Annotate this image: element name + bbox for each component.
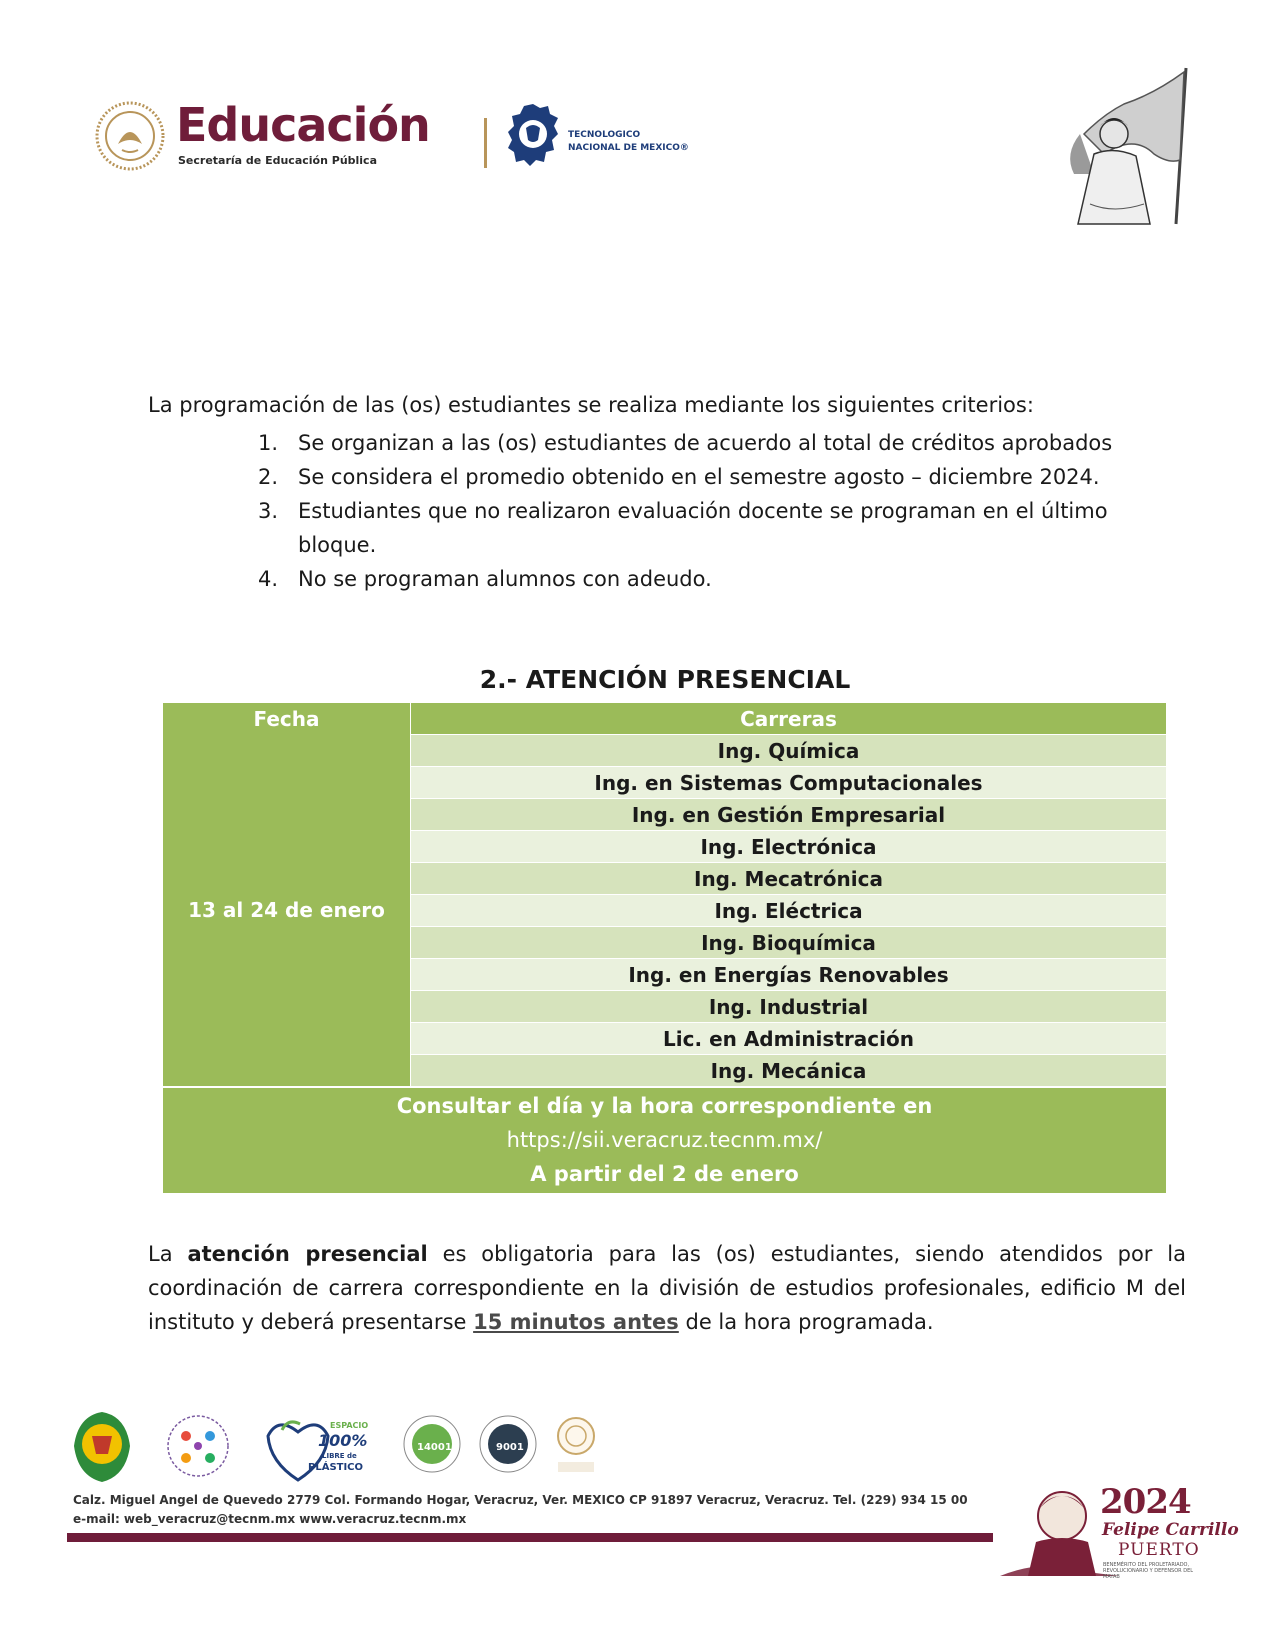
date-cell: 13 al 24 de enero bbox=[163, 734, 411, 1086]
table-body bbox=[163, 734, 1166, 1086]
criteria-list bbox=[252, 426, 1186, 596]
year-honoree-subtitle: BENEMÉRITO DEL PROLETARIADO, REVOLUCIONARIO Y DEFENSOR DEL MAYAB bbox=[1103, 1562, 1194, 1580]
woman-with-flag-illustration-icon bbox=[1044, 64, 1202, 228]
closing-text-1: La bbox=[148, 1242, 188, 1266]
table-header bbox=[163, 703, 1166, 734]
closing-underline: 15 minutos antes bbox=[473, 1310, 679, 1334]
year-honoree-last: PUERTO bbox=[1118, 1540, 1200, 1560]
career-row: Ing. Mecánica bbox=[411, 1054, 1166, 1086]
footer-contact: e-mail: web_veracruz@tecnm.mx www.veracruz.tecnm.mx bbox=[73, 1512, 467, 1526]
iso-9001-icon bbox=[480, 1416, 536, 1472]
footer-address: Calz. Miguel Angel de Quevedo 2779 Col. Formando Hogar, Veracruz, Ver. MEXICO CP 91897 Veracruz, Veracruz. Tel. (229) 934 15 00 bbox=[73, 1493, 968, 1507]
sii-link[interactable]: https://sii.veracruz.tecnm.mx/ bbox=[506, 1128, 823, 1152]
footer-address-block bbox=[73, 1491, 968, 1529]
section-title: 2.- ATENCIÓN PRESENCIAL bbox=[479, 665, 851, 694]
closing-bold: atención presencial bbox=[187, 1242, 428, 1266]
education-title: Educación bbox=[176, 98, 430, 152]
tecnm-line-2: NACIONAL DE MEXICO® bbox=[568, 143, 689, 153]
footer-bar bbox=[67, 1533, 993, 1542]
consult-text: Consultar el día y la hora correspondiente en bbox=[396, 1094, 933, 1118]
tecnm-line-1: TECNOLOGICO bbox=[568, 130, 641, 140]
criteria-item bbox=[252, 494, 1186, 562]
criteria-text: Se organizan a las (os) estudiantes de acuerdo al total de créditos aprobados bbox=[298, 431, 1113, 455]
mexico-coat-of-arms-icon bbox=[94, 100, 166, 172]
career-row: Ing. Eléctrica bbox=[411, 894, 1166, 926]
iso-14001-text: 14001 bbox=[417, 1442, 452, 1453]
year-2024: 2024 bbox=[1100, 1482, 1191, 1522]
career-row: Ing. en Energías Renovables bbox=[411, 958, 1166, 990]
closing-paragraph bbox=[148, 1237, 1186, 1339]
plastic-badge-text-3: LIBRE de bbox=[322, 1452, 357, 1460]
careers-column bbox=[411, 734, 1166, 1086]
criteria-item bbox=[252, 562, 1186, 596]
plastic-free-icon bbox=[268, 1421, 368, 1480]
criteria-number: 1. bbox=[258, 431, 279, 455]
career-row: Ing. en Sistemas Computacionales bbox=[411, 766, 1166, 798]
closing-text-3: de la hora programada. bbox=[678, 1310, 934, 1334]
criteria-text: Se considera el promedio obtenido en el semestre agosto – diciembre 2024. bbox=[298, 465, 1100, 489]
criteria-number: 2. bbox=[258, 465, 279, 489]
start-date-text: A partir del 2 de enero bbox=[530, 1162, 799, 1186]
criteria-text: Estudiantes que no realizaron evaluación docente se programan en el último bloque. bbox=[298, 499, 1108, 557]
criteria-item bbox=[252, 426, 1186, 460]
column-header-fecha: Fecha bbox=[163, 703, 411, 734]
career-row: Ing. Electrónica bbox=[411, 830, 1166, 862]
institute-shield-icon bbox=[74, 1412, 130, 1482]
table-footer bbox=[163, 1086, 1166, 1193]
criteria-intro: La programación de las (os) estudiantes se realiza mediante los siguientes criterios: bbox=[148, 393, 1034, 417]
plastic-badge-text-1: ESPACIO bbox=[330, 1421, 369, 1430]
tecnm-name bbox=[568, 129, 689, 155]
equality-norm-icon bbox=[168, 1416, 228, 1476]
career-row: Ing. Industrial bbox=[411, 990, 1166, 1022]
certification-logos bbox=[68, 1406, 628, 1486]
header-divider bbox=[484, 118, 487, 168]
year-honoree-name: Felipe Carrillo bbox=[1102, 1520, 1239, 1540]
iso-14001-icon bbox=[404, 1416, 460, 1472]
schedule-table bbox=[163, 703, 1166, 1193]
column-header-carreras: Carreras bbox=[740, 706, 837, 731]
career-row: Ing. en Gestión Empresarial bbox=[411, 798, 1166, 830]
criteria-text: No se programan alumnos con adeudo. bbox=[298, 567, 712, 591]
tecnm-gear-logo-icon bbox=[504, 100, 562, 178]
career-row: Ing. Química bbox=[411, 734, 1166, 766]
plastic-badge-text-2: 100% bbox=[318, 1431, 368, 1450]
education-subtitle: Secretaría de Educación Pública bbox=[178, 154, 378, 167]
plastic-badge-text-4: PLÁSTICO bbox=[308, 1462, 364, 1473]
closing-text-2: es obligatoria para las (os) estudiantes, siendo atendidos por la coordinación de carrera correspondiente en la división de estudios profesionales, edificio M del instituto y deberá presentarse bbox=[148, 1242, 1186, 1334]
career-row: Ing. Bioquímica bbox=[411, 926, 1166, 958]
criteria-item bbox=[252, 460, 1186, 494]
gender-model-icon bbox=[558, 1418, 594, 1472]
career-row: Lic. en Administración bbox=[411, 1022, 1166, 1054]
criteria-number: 3. bbox=[258, 499, 279, 523]
career-row: Ing. Mecatrónica bbox=[411, 862, 1166, 894]
iso-9001-text: 9001 bbox=[496, 1442, 524, 1453]
criteria-number: 4. bbox=[258, 567, 279, 591]
